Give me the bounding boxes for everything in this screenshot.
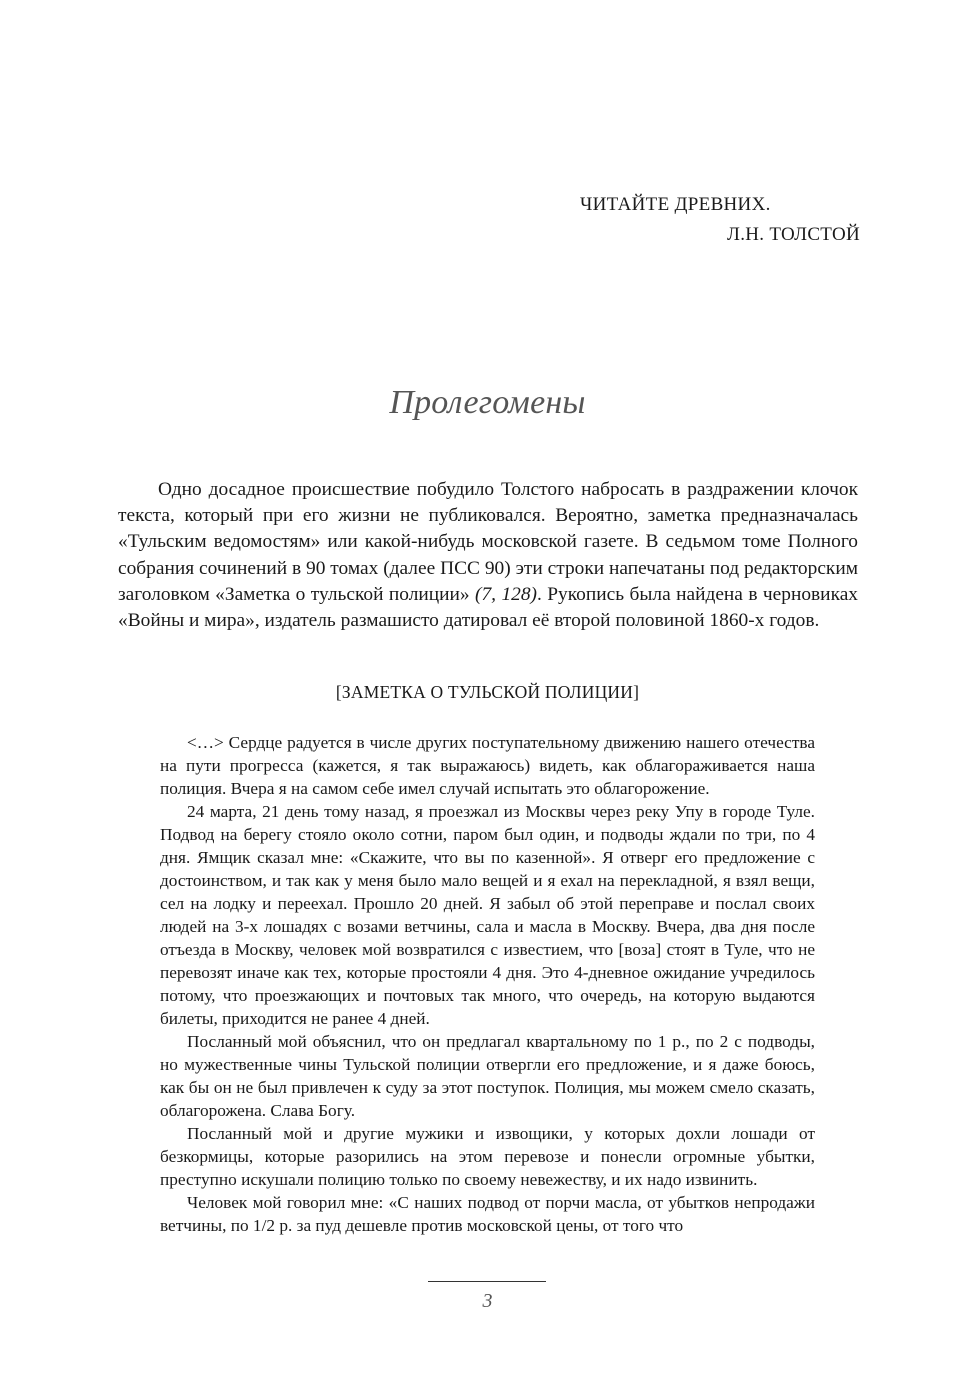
epigraph-quote: ЧИТАЙТЕ ДРЕВНИХ. — [580, 194, 771, 215]
quoted-paragraph-2: 24 марта, 21 день тому назад, я проезжал из Москвы через реку Упу в городе Туле. Подвод на берегу стояло около сотни, паром был один, и подводы ждали по три, по 4 дня. Ямщик сказал мне: «Скажите, что вы по казенной». Я отверг его предложение с достоинством, и так как у меня было мало вещей и я ехал на перекладной, я взял вещи, сел на лодку и переехал. Прошло 20 дней. Я забыл об этой переправе и послал своих людей на 3-х лошадях с возами ветчины, сала и масла в Москву. Вчера, два дня после отъезда в Москву, человек мой возвратился с известием, что [воза] стоят в Туле, что не перевозят иначе как тех, которые простояли 4 дня. Это 4-дневное ожидание учредилось потому, что проезжающих и почтовых так много, что очередь, на которую выдаются билеты, приходится не ранее 4 дней. — [160, 802, 815, 1028]
page-number: 3 — [482, 1290, 493, 1312]
epigraph-author: Л.Н. ТОЛСТОЙ — [727, 224, 860, 245]
intro-paragraph — [118, 477, 858, 634]
quoted-paragraph-5: Человек мой говорил мне: «С наших подвод от порчи масла, от убытков непродажи ветчины, по 1/2 р. за пуд дешевле против московской цены, от того что — [160, 1193, 815, 1235]
chapter-title: Пролегомены — [389, 384, 586, 421]
intro-text-end: . Рукопись была найдена в черновиках «Войны и мира», издатель размашисто датировал её второй половиной 1860-х годов. — [118, 583, 858, 632]
quoted-paragraph-4: Посланный мой и другие мужики и извощики, у которых дохли лошади от безкормицы, которые разорились на этом перевозе и понесли огромные убытки, преступно искушали полицию только по своему невежеству, и их надо извинить. — [160, 1124, 815, 1189]
intro-text-start: Одно досадное происшествие побудило Толстого набросать в раздражении клочок текста, который при его жизни не публиковался. Вероятно, заметка предназначалась «Тульским ведомостям» или какой-нибудь московской газете. В седьмом томе Полного собрания сочинений в 90 томах (далее ПСС 90) эти строки напечатаны под редакторским заголовком «Заметка о тульской полиции» — [118, 479, 858, 605]
epigraph — [560, 190, 860, 250]
quoted-paragraph-3: Посланный мой объяснил, что он предлагал квартальному по 1 р., по 2 с подводы, но мужественные чины Тульской полиции отвергли его предложение, и я даже боюсь, как бы он не был привлечен к суду за этот поступок. Полиция, мы можем смело сказать, облагорожена. Слава Богу. — [160, 1032, 815, 1120]
footer-divider — [428, 1281, 546, 1282]
intro-reference: (7, 128) — [475, 583, 537, 605]
quoted-paragraph-1: <…> Сердце радуется в числе других поступательному движению нашего отечества на пути прогресса (кажется, я так выражаюсь) видеть, как облагораживается наша полиция. Вчера я на самом себе имел случай испытать это облагорожение. — [160, 733, 815, 798]
quoted-text — [160, 731, 815, 1237]
section-heading: [ЗАМЕТКА О ТУЛЬСКОЙ ПОЛИЦИИ] — [335, 682, 640, 702]
